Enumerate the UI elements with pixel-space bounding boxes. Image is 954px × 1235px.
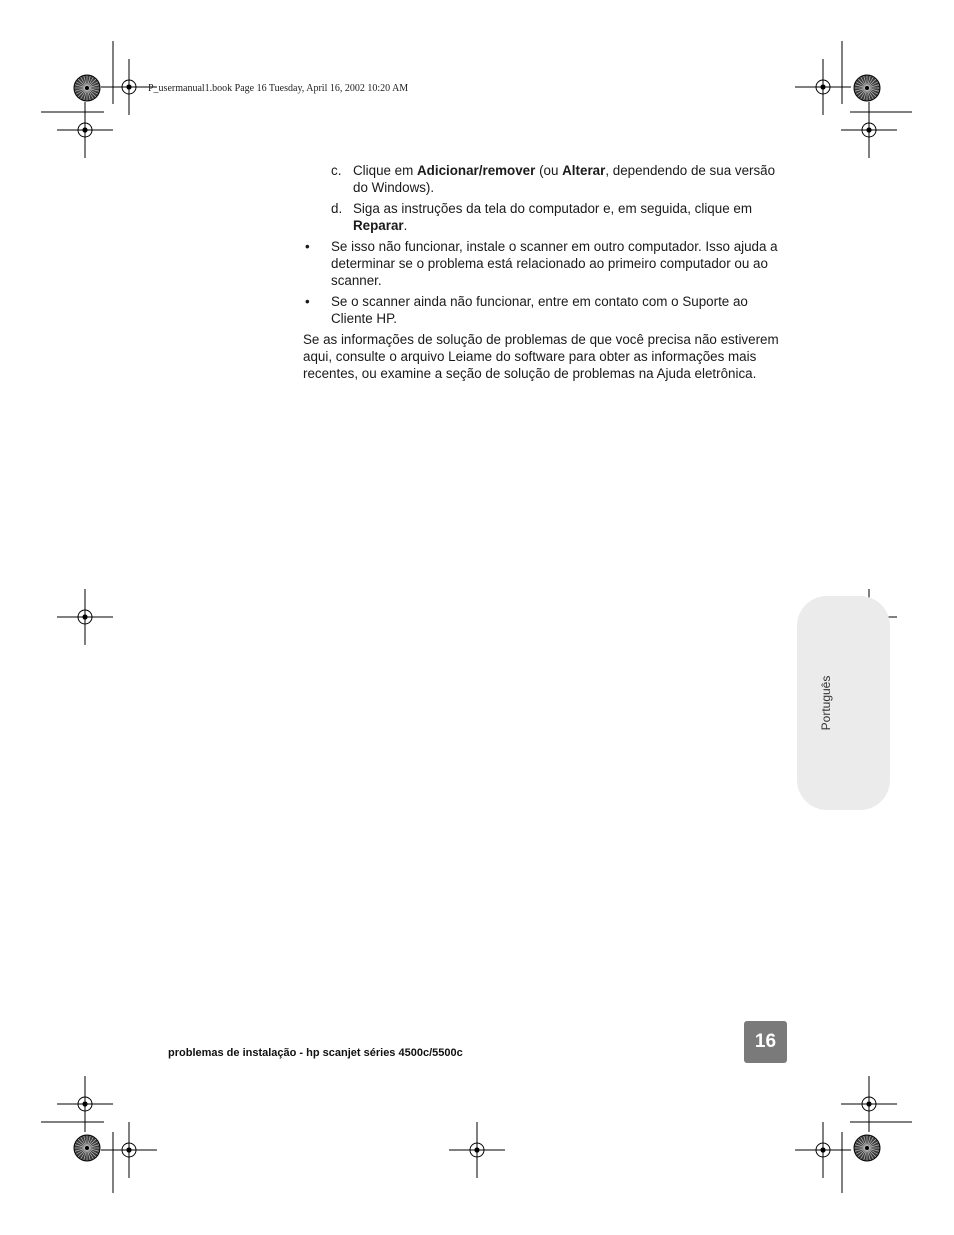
step-d-marker: d. — [331, 201, 343, 216]
registration-crosshair-icon — [795, 59, 851, 115]
bullet-item: • Se o scanner ainda não funcionar, entre em contato com o Suporte ao Cliente HP. — [305, 294, 748, 326]
step-d: d. Siga as instruções da tela do computador e, em seguida, clique em Reparar. — [331, 201, 752, 233]
registration-starburst-icon — [74, 75, 100, 101]
registration-crosshair-icon — [57, 589, 113, 645]
registration-crosshair-icon — [449, 1122, 505, 1178]
add-remove-label: Adicionar/remover — [417, 163, 536, 178]
body-text — [303, 162, 788, 382]
registration-starburst-icon — [74, 1135, 100, 1161]
closing-paragraph: Se as informações de solução de problemas de que você precisa não estiverem aqui, consulte o arquivo Leiame do software para obter as informações mais recentes, ou examine a seção de solução de problemas na Ajuda eletrônica. — [303, 332, 779, 381]
page-number: 16 — [744, 1021, 787, 1063]
repair-label: Reparar — [353, 218, 404, 233]
registration-crosshair-icon — [101, 1122, 157, 1178]
registration-crosshair-icon — [795, 1122, 851, 1178]
registration-crosshair-icon — [841, 1076, 897, 1132]
registration-crosshair-icon — [841, 102, 897, 158]
language-tab — [797, 596, 890, 810]
language-tab-label: Português — [819, 675, 833, 731]
registration-crosshair-icon — [57, 1076, 113, 1132]
bullet-icon: • — [305, 239, 310, 254]
bullet-item: • Se isso não funcionar, instale o scanner em outro computador. Isso ajuda a determinar se o problema está relacionado ao primeiro computador ou ao scanner. — [305, 239, 778, 288]
registration-starburst-icon — [854, 75, 880, 101]
step-c-marker: c. — [331, 163, 342, 178]
change-label: Alterar — [562, 163, 606, 178]
print-header: P_usermanual1.book Page 16 Tuesday, April 16, 2002 10:20 AM — [148, 83, 409, 94]
registration-crosshair-icon — [57, 102, 113, 158]
footer-title: problemas de instalação - hp scanjet séries 4500c/5500c — [168, 1047, 463, 1059]
registration-starburst-icon — [854, 1135, 880, 1161]
bullet-icon: • — [305, 294, 310, 309]
step-c: c. Clique em Adicionar/remover (ou Alterar, dependendo de sua versão do Windows). — [331, 163, 776, 195]
